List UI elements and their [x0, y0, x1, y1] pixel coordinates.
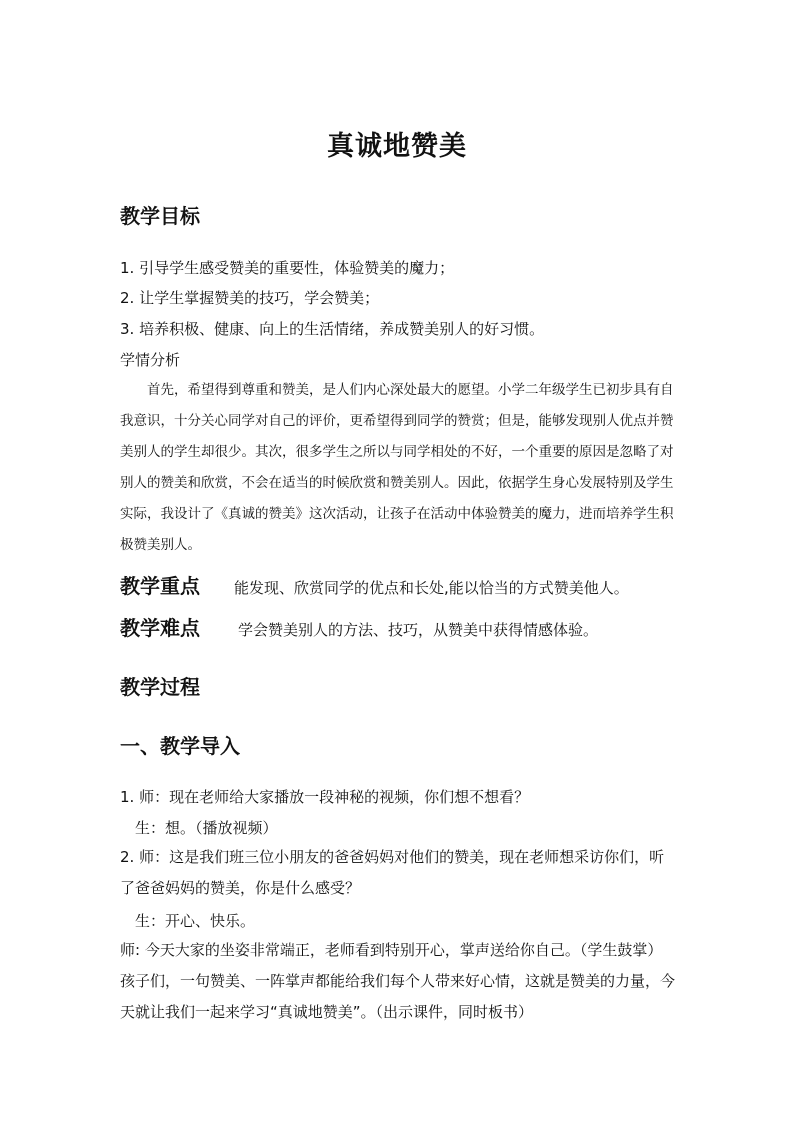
- objective-item-2: 2. 让学生掌握赞美的技巧，学会赞美；: [120, 289, 380, 307]
- dialogue-q1: 1. 师：现在老师给大家播放一段神秘的视频，你们想不想看？: [120, 788, 530, 806]
- dialogue-a2: 生：开心、快乐。: [135, 912, 256, 930]
- document-title: 真诚地赞美: [327, 131, 467, 162]
- key-point-label: 教学重点: [120, 574, 200, 598]
- dialogue-p3: 师: 今天大家的坐姿非常端正，老师看到特别开心，掌声送给你自己。（学生鼓掌）孩子们，一句赞美、一阵掌声都能给我们每个人带来好心情，这就是赞美的力量，今天就让我们一起来学习“真诚地赞美”。（出示课件，同时板书）: [120, 941, 676, 1021]
- difficulty-row: [120, 612, 598, 641]
- key-point-row: [120, 570, 629, 599]
- analysis-text: 首先，希望得到尊重和赞美，是人们内心深处最大的愿望。小学二年级学生已初步具有自我意识，十分关心同学对自己的评价，更希望得到同学的赞赏；但是，能够发现别人优点并赞美别人的学生却很少。其次，很多学生之所以与同学相处的不好，一个重要的原因是忽略了对别人的赞美和欣赏，不会在适当的时候欣赏和赞美别人。因此，依据学生身心发展特别及学生实际，我设计了《真诚的赞美》这次活动，让孩子在活动中体验赞美的魔力，进而培养学生积极赞美别人。: [120, 382, 674, 553]
- objectives-heading: 教学目标: [120, 204, 200, 228]
- process-heading: 教学过程: [120, 675, 200, 699]
- dialogue-a1: 生：想。（播放视频）: [135, 819, 278, 837]
- objective-item-3: 3. 培养积极、健康、向上的生活情绪，养成赞美别人的好习惯。: [120, 320, 545, 338]
- objective-item-1: 1. 引导学生感受赞美的重要性，体验赞美的魔力；: [120, 259, 455, 277]
- analysis-paragraph: [120, 375, 676, 561]
- section1-heading: 一、教学导入: [120, 734, 240, 758]
- key-point-text: 能发现、欣赏同学的优点和长处,能以恰当的方式赞美他人。: [234, 579, 629, 597]
- dialogue-q2: 2. 师：这是我们班三位小朋友的爸爸妈妈对他们的赞美，现在老师想采访你们，听了爸爸妈妈的赞美，你是什么感受？: [120, 848, 665, 897]
- difficulty-text: 学会赞美别人的方法、技巧，从赞美中获得情感体验。: [238, 621, 599, 639]
- difficulty-label: 教学难点: [120, 616, 200, 640]
- analysis-heading: 学情分析: [120, 351, 181, 369]
